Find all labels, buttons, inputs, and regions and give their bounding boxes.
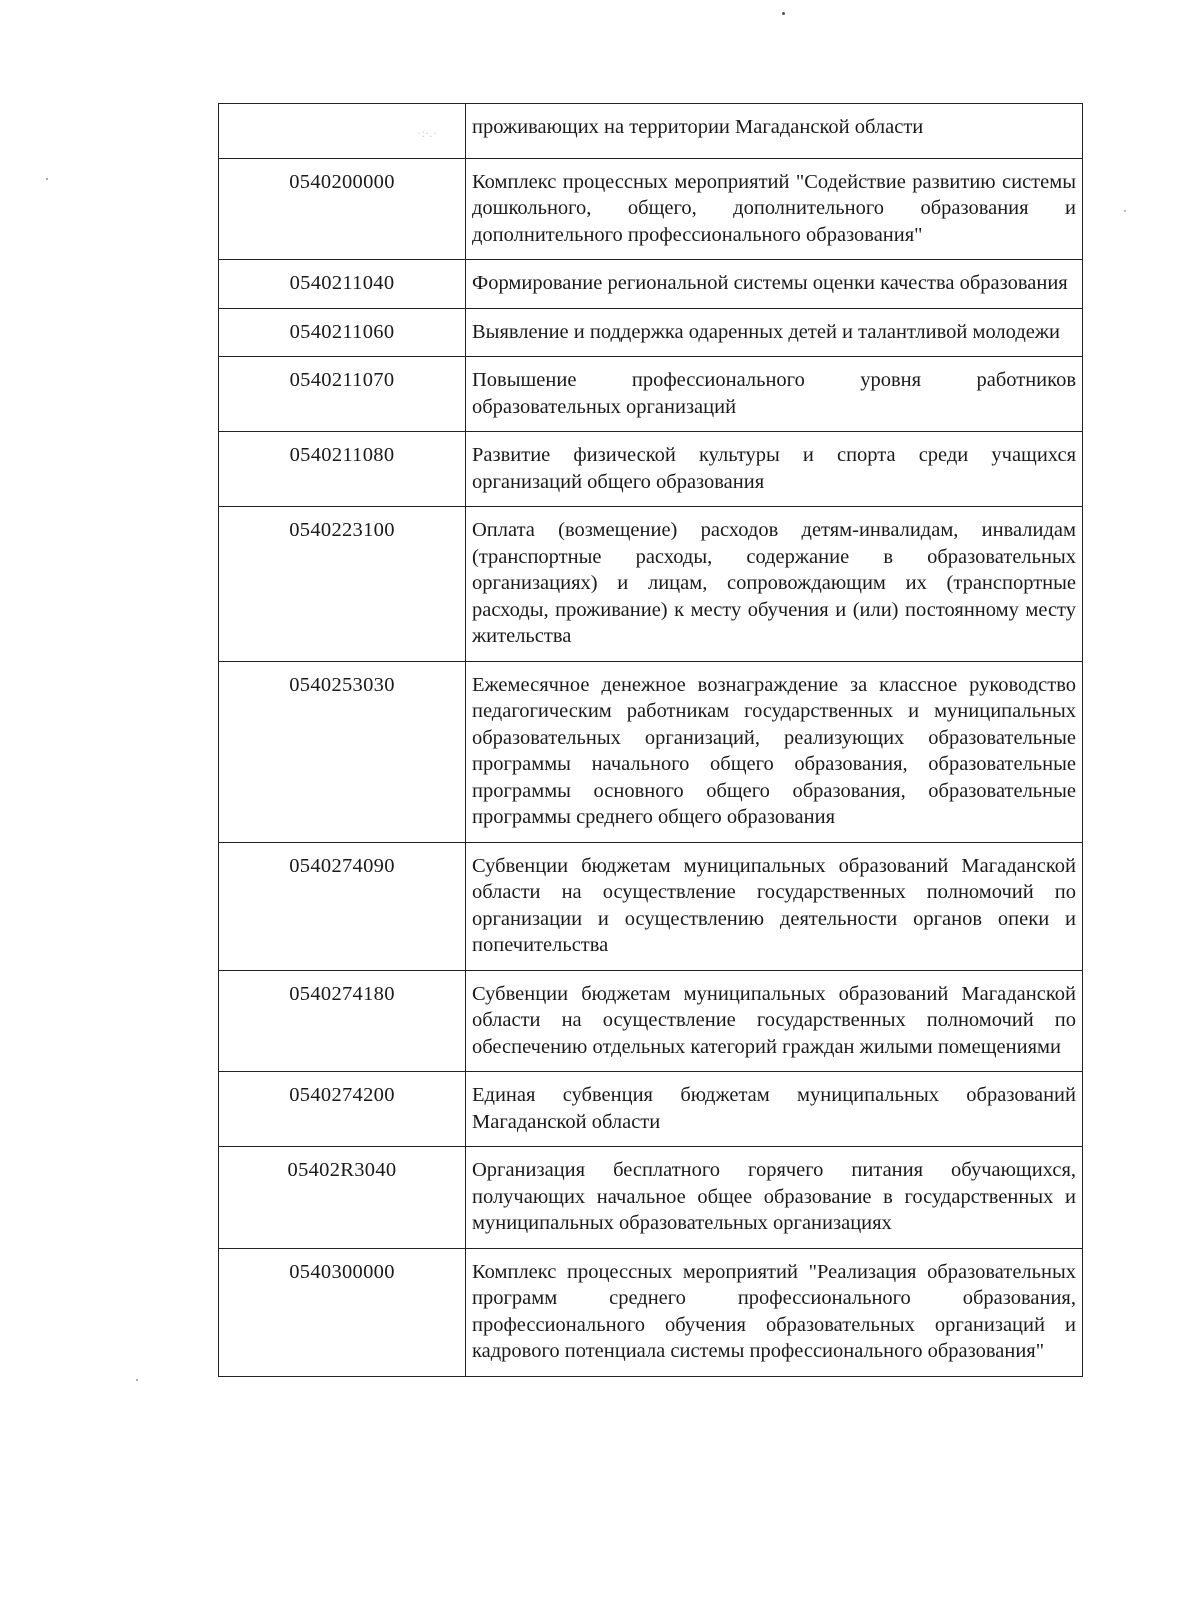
description-cell: Ежемесячное денежное вознаграждение за классное руководство педагогическим работникам государственных и муниципальных образовательных организаций, реализующих образовательные программы начального общего образования, образовательные программы основного общего образования, образовательные программы среднего общего образования xyxy=(466,661,1083,842)
description-cell: Субвенции бюджетам муниципальных образований Магаданской области на осуществление государственных полномочий по обеспечению отдельных категорий граждан жилыми помещениями xyxy=(466,970,1083,1072)
code-cell: 0540253030 xyxy=(219,661,466,842)
code-cell: 0540200000 xyxy=(219,158,466,260)
code-cell: 0540300000 xyxy=(219,1248,466,1376)
scan-speck xyxy=(1124,210,1126,212)
table-row xyxy=(219,158,1083,260)
description-cell: Оплата (возмещение) расходов детям-инвалидам, инвалидам (транспортные расходы, содержание в образовательных организациях) и лицам, сопровождающим их (транспортные расходы, проживание) к месту обучения и (или) постоянному месту жительства xyxy=(466,507,1083,662)
code-cell: 0540223100 xyxy=(219,507,466,662)
code-cell: 0540211060 xyxy=(219,308,466,357)
code-cell: 0540211080 xyxy=(219,432,466,507)
description-cell: Комплекс процессных мероприятий "Реализация образовательных программ среднего профессионального образования, профессионального обучения образовательных организаций и кадрового потенциала системы профессионального образования" xyxy=(466,1248,1083,1376)
description-cell: Комплекс процессных мероприятий "Содействие развитию системы дошкольного, общего, дополнительного образования и дополнительного профессионального образования" xyxy=(466,158,1083,260)
table-row xyxy=(219,1147,1083,1249)
scan-speck xyxy=(46,178,48,180)
description-cell: проживающих на территории Магаданской области xyxy=(466,104,1083,159)
description-cell: Повышение профессионального уровня работников образовательных организаций xyxy=(466,357,1083,432)
scan-speck xyxy=(782,12,785,15)
scan-speck xyxy=(136,1379,138,1381)
table-row xyxy=(219,970,1083,1072)
table-row xyxy=(219,308,1083,357)
code-cell: ·:·.· xyxy=(219,104,466,159)
table-row xyxy=(219,1248,1083,1376)
budget-codes-table xyxy=(218,103,1083,1377)
table-row xyxy=(219,661,1083,842)
description-cell: Субвенции бюджетам муниципальных образований Магаданской области на осуществление государственных полномочий по организации и осуществлению деятельности органов опеки и попечительства xyxy=(466,842,1083,970)
description-cell: Выявление и поддержка одаренных детей и талантливой молодежи xyxy=(466,308,1083,357)
table-row xyxy=(219,432,1083,507)
table-row xyxy=(219,1072,1083,1147)
code-cell: 0540274200 xyxy=(219,1072,466,1147)
description-cell: Единая субвенция бюджетам муниципальных образований Магаданской области xyxy=(466,1072,1083,1147)
description-cell: Развитие физической культуры и спорта среди учащихся организаций общего образования xyxy=(466,432,1083,507)
code-cell: 0540274090 xyxy=(219,842,466,970)
table-row xyxy=(219,357,1083,432)
description-cell: Формирование региональной системы оценки качества образования xyxy=(466,260,1083,309)
code-cell: 0540211070 xyxy=(219,357,466,432)
code-cell: 0540274180 xyxy=(219,970,466,1072)
description-cell: Организация бесплатного горячего питания обучающихся, получающих начальное общее образование в государственных и муниципальных образовательных организациях xyxy=(466,1147,1083,1249)
table-row xyxy=(219,507,1083,662)
table-row xyxy=(219,260,1083,309)
code-cell: 05402R3040 xyxy=(219,1147,466,1249)
table-row xyxy=(219,842,1083,970)
code-cell: 0540211040 xyxy=(219,260,466,309)
table-row xyxy=(219,104,1083,159)
